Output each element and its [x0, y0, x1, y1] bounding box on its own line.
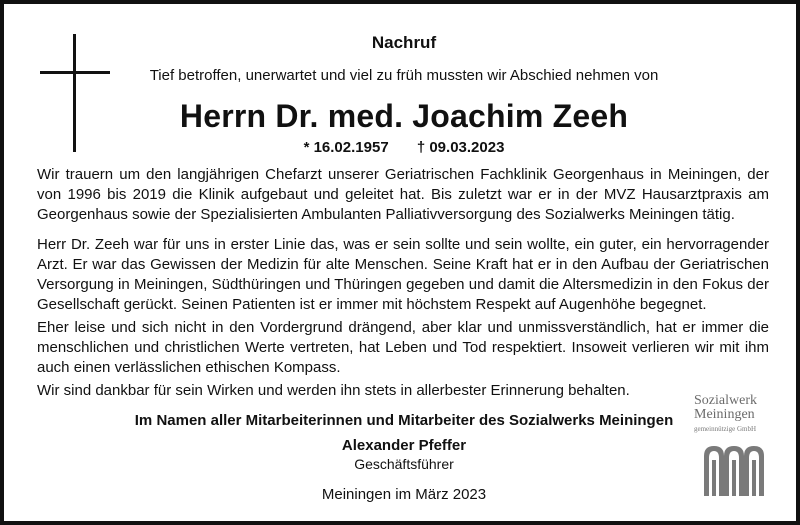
signature-org-line: Im Namen aller Mitarbeiterinnen und Mitarbeiter des Sozialwerks Meiningen: [134, 412, 674, 429]
logo-line-2: Meiningen: [694, 407, 755, 422]
life-dates: [4, 139, 800, 156]
paragraph-1: Wir trauern um den langjährigen Chefarzt unserer Geriatrischen Fachklinik Georgenhaus in Meiningen, der von 1996 bis 2019 die Klinik aufgebaut und geleitet hat. Bis zuletzt war er in der MVZ Hausarztpraxis am Georgenhaus sowie der Spezialisierten Ambulanten Palliativversorgung des Sozialwerks Meiningen tätig.: [37, 166, 769, 223]
signatory-role: Geschäftsführer: [354, 456, 454, 472]
paragraph-3: Eher leise und sich nicht in den Vordergrund drängend, aber klar und unmissverständlich, hat er immer die menschlichen und christlichen Werte vertreten, hat Leben und Tod respektiert. Insoweit verlieren wir mit ihm auch einen verlässlichen ethischen Kompass.: [37, 319, 769, 376]
death-date: † 09.03.2023: [416, 139, 505, 156]
arches-logo-icon: [700, 438, 768, 498]
signatory-name: Alexander Pfeffer: [341, 437, 467, 454]
birth-date: * 16.02.1957: [303, 139, 389, 156]
notice-title: Nachruf: [371, 33, 437, 52]
paragraph-4: Wir sind dankbar für sein Wirken und werden ihn stets in allerbester Erinnerung behalten.: [37, 382, 630, 399]
deceased-name: Herrn Dr. med. Joachim Zeeh: [179, 98, 629, 134]
place-and-date: Meiningen im März 2023: [321, 486, 487, 503]
logo-line-1: Sozialwerk: [694, 393, 757, 408]
sozialwerk-logo: [694, 394, 774, 504]
paragraph-2: Herr Dr. Zeeh war für uns in erster Linie das, was er sein sollte und sein wollte, ein guter, ein hervorragender Arzt. Er war das Gewissen der Medizin für alte Menschen. Seine Kraft hat er in den Aufbau der Geriatrischen Versorgung in Meiningen, Südthüringen und Thüringen gegeben und damit die Altersmedizin in den Fokus der Gesellschaft gerückt. Seinen Patienten ist er immer mit höchstem Respekt auf Augenhöhe begegnet.: [37, 236, 769, 313]
intro-text: Tief betroffen, unerwartet und viel zu früh mussten wir Abschied nehmen von: [149, 67, 659, 84]
logo-line-3: gemeinnützige GmbH: [694, 425, 757, 433]
